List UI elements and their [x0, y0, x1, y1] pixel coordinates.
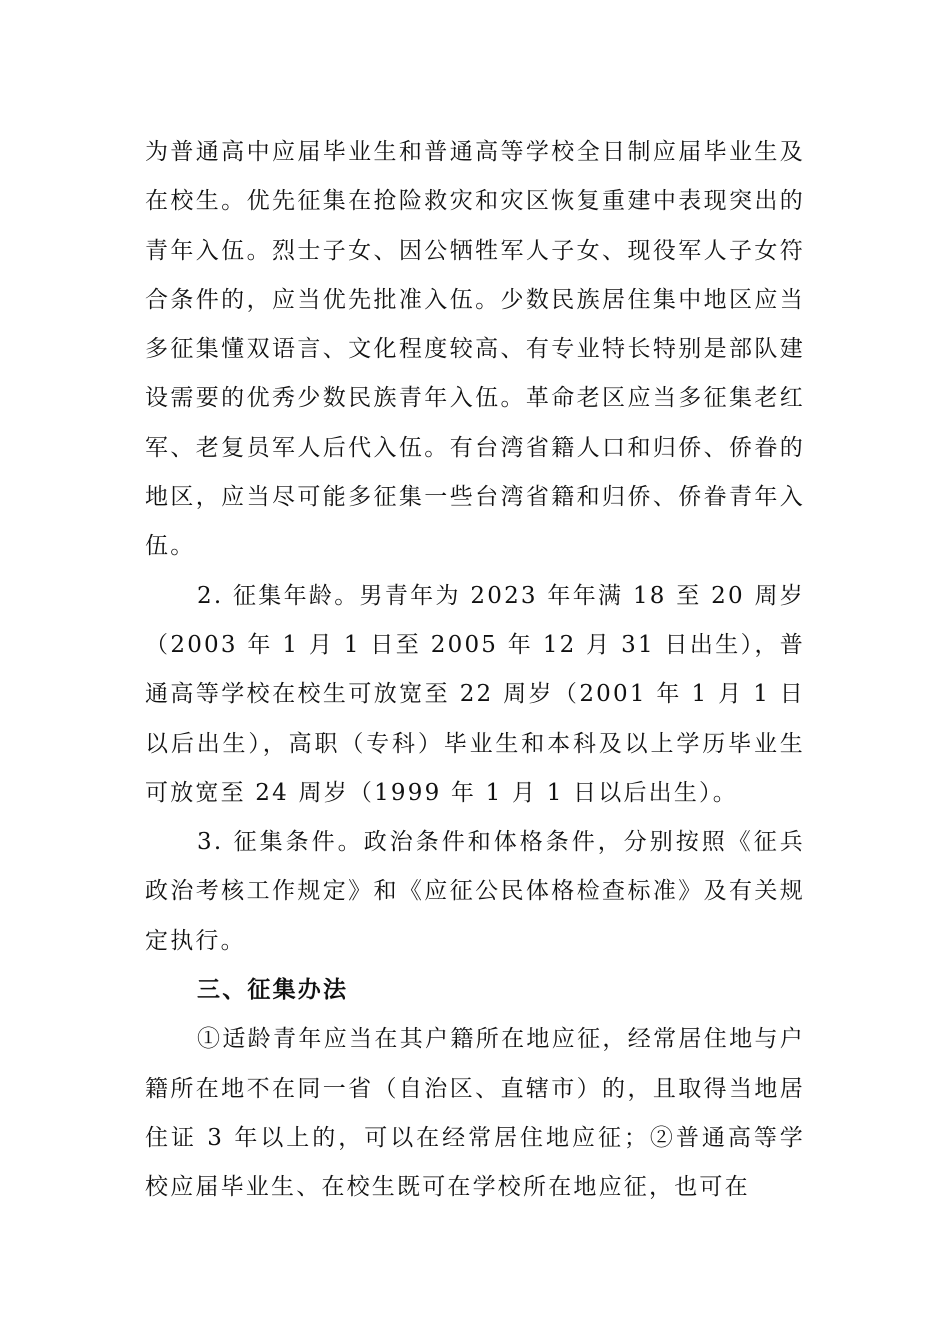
- paragraph-recruitment-age: 2. 征集年龄。男青年为 2023 年年满 18 至 20 周岁（2003 年 1 月 1 日至 2005 年 12 月 31 日出生），普通高等学校在校生可放宽至 22 周岁（2001 年 1 月 1 日以后出生），高职（专科）毕业生和本科及以上学历毕业生可放宽至 24 周岁（1999 年 1 月 1 日以后出生）。: [145, 582, 805, 806]
- paragraph-recruitment-priority: 为普通高中应届毕业生和普通高等学校全日制应届毕业生及在校生。优先征集在抢险救灾和灾区恢复重建中表现突出的青年入伍。烈士子女、因公牺牲军人子女、现役军人子女符合条件的，应当优先批准入伍。少数民族居住集中地区应当多征集懂双语言、文化程度较高、有专业特长特别是部队建设需要的优秀少数民族青年入伍。革命老区应当多征集老红军、老复员军人后代入伍。有台湾省籍人口和归侨、侨眷的地区，应当尽可能多征集一些台湾省籍和归侨、侨眷青年入伍。: [145, 139, 805, 560]
- section-heading-recruitment-methods: 三、征集办法: [197, 977, 349, 1004]
- paragraph-recruitment-methods: ①适龄青年应当在其户籍所在地应征，经常居住地与户籍所在地不在同一省（自治区、直辖市）的，且取得当地居住证 3 年以上的，可以在经常居住地应征；②普通高等学校应届毕业生、在校生既可在学校所在地应征，也可在: [145, 1026, 805, 1201]
- paragraph-recruitment-conditions: 3. 征集条件。政治条件和体格条件，分别按照《征兵政治考核工作规定》和《应征公民体格检查标准》及有关规定执行。: [145, 829, 805, 954]
- document-body: [145, 128, 805, 1213]
